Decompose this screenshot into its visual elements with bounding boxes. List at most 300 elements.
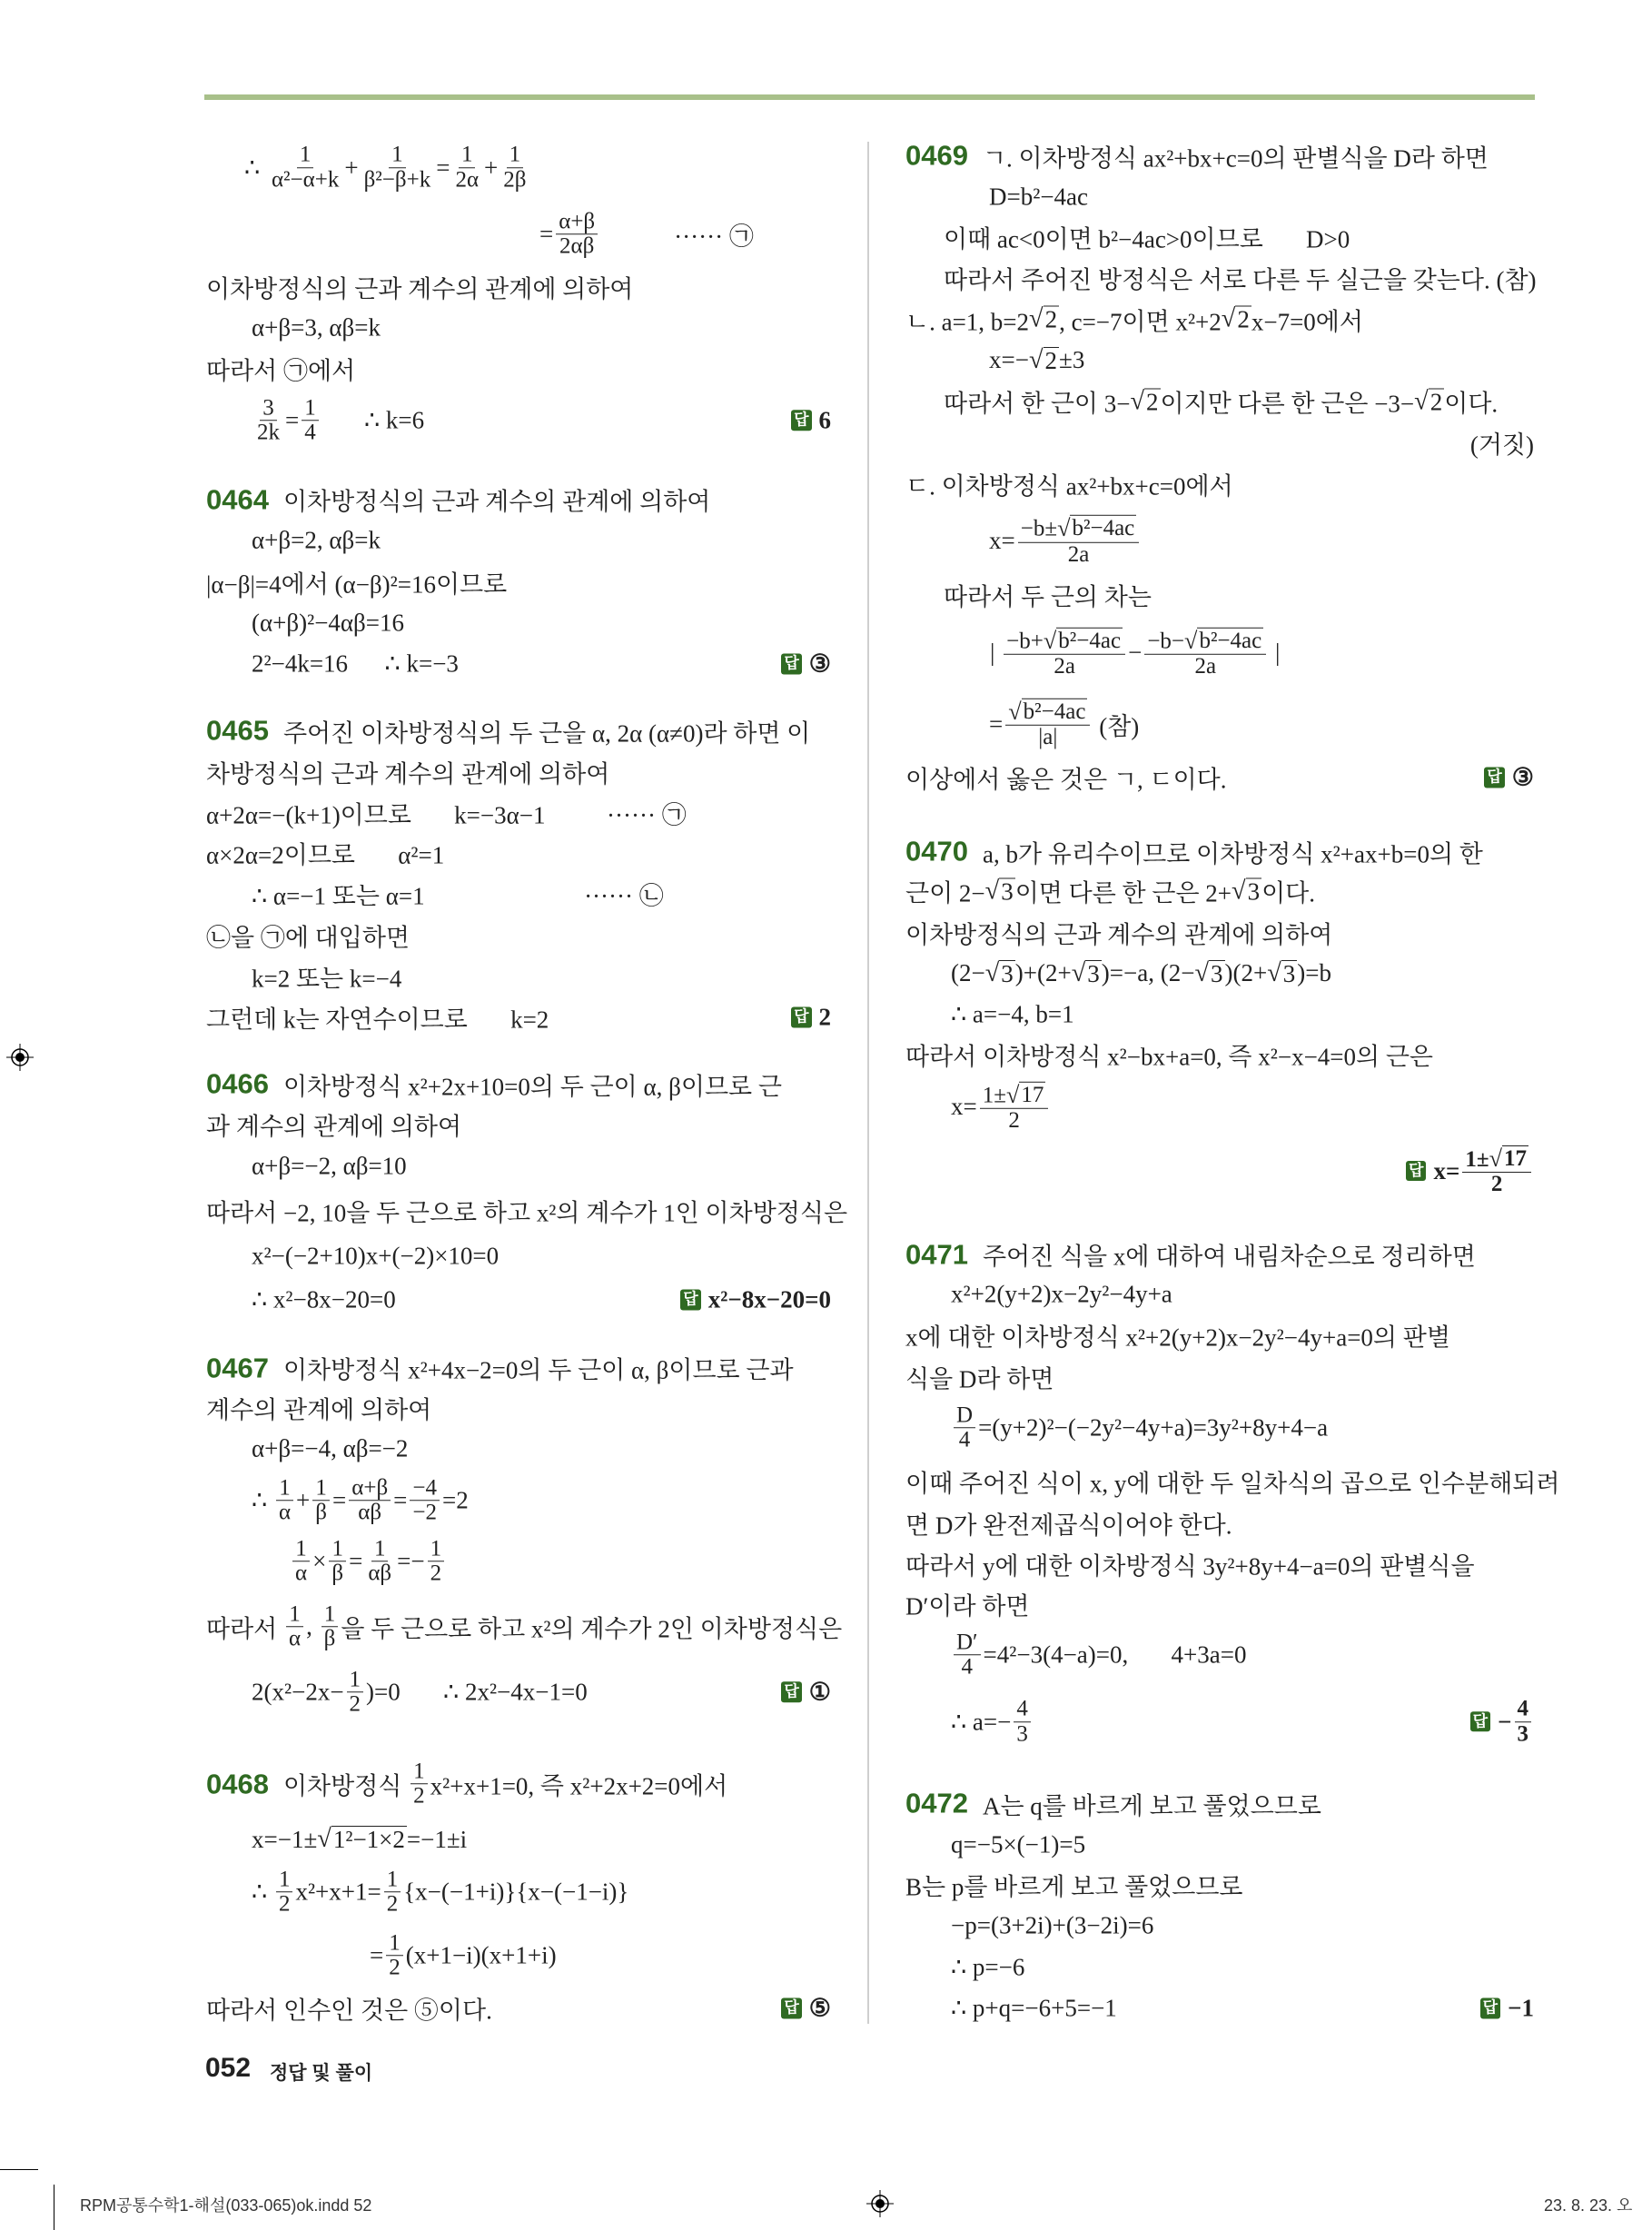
math-text: 식을 D라 하면	[905, 1365, 1054, 1393]
square-root	[1130, 387, 1160, 416]
denominator	[1051, 655, 1078, 679]
numerator	[1014, 1698, 1031, 1722]
solution-line	[206, 1990, 831, 2026]
fraction	[384, 1868, 401, 1917]
math-text: =−	[397, 1547, 425, 1575]
solution-line	[252, 1476, 831, 1525]
math-text: =	[436, 153, 450, 181]
numerator	[1005, 699, 1090, 726]
radicand	[1044, 306, 1060, 334]
solution-line	[206, 1759, 831, 1809]
fraction	[361, 144, 434, 193]
math-text: 이지만 다른 한 근은 −3−	[1160, 390, 1415, 418]
solution-line	[252, 396, 831, 445]
radical-sign: √	[1194, 958, 1209, 987]
math-text: b²−4ac	[1072, 516, 1135, 541]
math-text: 계수의 관계에 의하여	[206, 1396, 432, 1424]
solution-line	[951, 1912, 1534, 1940]
numerator	[954, 1403, 975, 1428]
fraction	[1018, 515, 1140, 566]
math-text: α+β=2, αβ=k	[252, 526, 381, 554]
answer-badge: 답	[791, 1007, 811, 1028]
solution-line	[905, 1359, 1534, 1394]
problem-number: 0469	[905, 139, 968, 172]
answer-badge: 답	[781, 1681, 801, 1702]
math-text: 2	[389, 1955, 401, 1980]
square-root	[1232, 877, 1261, 906]
math-text: 2	[1044, 305, 1058, 333]
radical-sign: √	[1232, 877, 1246, 906]
problem-number: 0468	[206, 1768, 269, 1800]
math-text: 1	[289, 1601, 301, 1626]
fraction	[347, 1668, 364, 1717]
denominator	[428, 1561, 445, 1585]
denominator	[365, 1561, 394, 1585]
math-text: 3	[1087, 960, 1100, 988]
numerator	[260, 396, 277, 421]
answer-badge: 답	[1480, 1998, 1500, 2019]
answer-badge: 답	[781, 1998, 801, 2019]
math-text: 17	[1021, 1082, 1044, 1107]
fraction	[276, 1476, 293, 1525]
radicand	[1056, 628, 1123, 654]
denominator	[411, 1785, 428, 1809]
math-text: 3	[1517, 1720, 1528, 1746]
math-text: β	[315, 1500, 328, 1525]
radical-sign: √	[1267, 958, 1281, 987]
math-text: )=−a, (2−	[1101, 959, 1195, 987]
math-text: 따라서 두 근의 차는	[944, 583, 1152, 611]
math-text: α	[289, 1626, 302, 1651]
math-text: ∴ p=−6	[951, 1953, 1025, 1981]
answer-badge: 답	[680, 1290, 700, 1311]
math-text: ㄴ. a=1, b=2	[905, 308, 1030, 336]
answer-badge: 답	[781, 654, 801, 675]
math-text: 1	[278, 1867, 291, 1892]
radical-sign: √	[1489, 1145, 1502, 1172]
math-text: ∴ x²−8x−20=0	[252, 1285, 396, 1313]
solution-line	[252, 1286, 831, 1314]
math-text: α+2α=−(k+1)이므로 k=−3α−1 ······ ㉠	[206, 801, 687, 829]
problem-number: 0471	[905, 1238, 968, 1271]
radical-sign: √	[1184, 627, 1198, 654]
math-text: 4	[961, 1654, 974, 1680]
answer	[1480, 1994, 1534, 2022]
math-text: 2²−4k=16 ∴ k=−3	[252, 649, 459, 678]
math-text: x²+2(y+2)x−2y²−4y+a	[951, 1280, 1172, 1308]
fraction	[312, 1476, 330, 1525]
math-text: −	[1498, 1707, 1512, 1735]
fraction	[428, 1537, 445, 1586]
solution-line	[290, 1537, 831, 1586]
math-text: +	[344, 153, 359, 181]
solution-line	[206, 836, 831, 871]
math-text: 주어진 식을 x에 대하여 내림차순으로 정리하면	[982, 1243, 1476, 1271]
math-text: , c=−7이면 x²+2	[1059, 308, 1222, 336]
math-text: 2	[430, 1561, 442, 1586]
radical-sign: √	[1005, 1081, 1020, 1108]
solution-line	[206, 482, 831, 518]
solution-line	[951, 959, 1534, 988]
solution-line	[252, 650, 831, 679]
math-text: αβ	[368, 1561, 392, 1586]
math-text: 따라서 주어진 방정식은 서로 다른 두 실근을 갖는다. (참)	[944, 266, 1537, 294]
file-slug: RPM공통수학1-해설(033-065)ok.indd 52	[80, 2196, 372, 2215]
math-text: 1	[509, 142, 521, 167]
math-text: x−7=0에서	[1251, 308, 1363, 336]
math-text: A는 q를 바르게 보고 풀었으므로	[982, 1792, 1321, 1820]
math-text: α²−α+k	[271, 166, 340, 192]
numerator	[428, 1537, 445, 1561]
math-text: 이차방정식의 근과 계수의 관계에 의하여	[905, 921, 1333, 949]
math-text: 3	[1016, 1720, 1028, 1746]
numerator	[321, 1602, 339, 1627]
solution-line	[252, 959, 831, 995]
numerator	[297, 144, 314, 168]
math-text: ③	[1511, 763, 1534, 791]
math-text: )(2+	[1224, 959, 1268, 987]
math-text: |	[1269, 639, 1281, 667]
solution-line	[944, 577, 1534, 612]
numerator	[347, 1668, 364, 1692]
numerator	[384, 1868, 401, 1892]
solution-line	[951, 1953, 1534, 1981]
math-text: ㄷ. 이차방정식 ax²+bx+c=0에서	[905, 472, 1233, 501]
print-date: 23. 8. 23. 오	[1544, 2196, 1633, 2215]
math-text: −4	[412, 1474, 438, 1500]
math-text: 2a	[1194, 653, 1217, 679]
math-text: α	[278, 1500, 292, 1525]
math-text: α+β=3, αβ=k	[252, 313, 381, 342]
math-text: =	[332, 1486, 347, 1514]
answer-badge: 답	[1406, 1161, 1426, 1182]
math-text: 3	[1001, 877, 1014, 906]
fraction	[1515, 1698, 1532, 1747]
denominator	[292, 1561, 310, 1585]
math-text: 2	[349, 1691, 361, 1716]
registration-mark-icon	[866, 2190, 894, 2217]
radicand	[1235, 306, 1251, 334]
solution-line	[252, 1825, 831, 1854]
denominator	[286, 1627, 303, 1650]
math-text: 1	[304, 394, 316, 420]
numerator	[389, 144, 406, 168]
math-text: 이차방정식 x²+4x−2=0의 두 근이 α, β이므로 근과	[282, 1356, 794, 1384]
math-text: 1	[279, 1474, 291, 1500]
fraction	[1005, 699, 1090, 749]
math-text: +	[484, 153, 499, 181]
solution-line	[252, 1153, 831, 1181]
math-text: 3	[1211, 960, 1223, 988]
problem-number: 0466	[206, 1067, 269, 1100]
square-root	[1029, 305, 1059, 334]
math-text: 2	[386, 1891, 399, 1917]
solution-line	[252, 609, 831, 637]
solution-line	[206, 1351, 831, 1386]
square-root	[1008, 699, 1087, 725]
radical-sign: √	[1008, 698, 1022, 725]
solution-line	[905, 915, 1534, 950]
math-text: 2	[1146, 388, 1159, 416]
radicand	[1019, 1082, 1045, 1108]
square-root	[1194, 959, 1224, 988]
math-text: 2α	[455, 166, 480, 192]
math-text: 근이 2−	[905, 879, 985, 907]
solution-line	[206, 1000, 831, 1036]
math-text: (참)	[1093, 712, 1140, 740]
math-text: ∴ α=−1 또는 α=1 ······ ㉡	[252, 882, 664, 910]
denominator	[1005, 1109, 1023, 1133]
math-text: =2	[442, 1486, 469, 1514]
math-text: =−1±i	[406, 1825, 468, 1853]
math-text: 1	[373, 1536, 386, 1561]
fraction	[452, 144, 481, 193]
solution-line	[951, 1630, 1534, 1680]
fraction	[980, 1082, 1049, 1133]
math-text: β	[331, 1561, 344, 1586]
math-text: 4	[1016, 1696, 1028, 1721]
math-text: 따라서 ㉠에서	[206, 357, 356, 385]
math-text: |	[990, 639, 1002, 667]
math-text: 이면 다른 한 근은 2+	[1014, 879, 1232, 907]
math-text: 그런데 k는 자연수이므로 k=2	[206, 1006, 549, 1034]
square-root	[1029, 346, 1059, 375]
math-text: α+β=−4, αβ=−2	[252, 1434, 409, 1462]
solution-line	[252, 1668, 831, 1717]
math-text: ,	[306, 1612, 319, 1640]
math-text: −	[1128, 639, 1143, 667]
verdict-text: (거짓)	[1469, 431, 1534, 459]
fraction	[292, 1537, 310, 1586]
solution-line	[206, 1601, 843, 1651]
math-text: 2	[1008, 1107, 1020, 1133]
solution-line	[905, 138, 1534, 173]
math-text: 1	[430, 1536, 442, 1561]
math-text: 17	[1504, 1145, 1527, 1171]
solution-line	[951, 1698, 1534, 1747]
fraction	[500, 144, 529, 193]
math-text: α+β	[559, 209, 596, 234]
answer	[781, 1678, 831, 1706]
solution-line	[944, 384, 1534, 420]
math-text: 2(x²−2x−	[252, 1678, 344, 1705]
answer	[791, 1004, 831, 1032]
radicand	[1209, 960, 1225, 988]
denominator	[386, 1957, 403, 1980]
fraction	[269, 144, 341, 193]
fraction	[1462, 1145, 1531, 1196]
fraction	[276, 1868, 293, 1917]
square-root	[1057, 515, 1136, 541]
math-text: (2−	[951, 959, 985, 987]
crop-mark	[0, 2169, 38, 2170]
solution-line	[951, 1994, 1534, 2022]
numerator	[1004, 628, 1125, 655]
answer	[791, 406, 831, 434]
math-text: )=0 ∴ 2x²−4x−1=0	[366, 1678, 588, 1705]
math-text: 2	[818, 1003, 831, 1031]
problem-number: 0472	[905, 1787, 968, 1819]
math-text: α	[295, 1561, 308, 1586]
square-root	[1044, 628, 1123, 654]
denominator	[276, 1501, 293, 1524]
answer	[781, 650, 831, 679]
math-text: ×	[312, 1547, 327, 1575]
numerator	[292, 1537, 310, 1561]
solution-line	[905, 1786, 1534, 1821]
solution-line	[252, 527, 831, 555]
fraction	[1144, 628, 1266, 679]
numerator	[312, 1476, 330, 1501]
math-text: x²+x+1=	[295, 1878, 381, 1906]
math-text: 3	[262, 394, 274, 420]
math-text: 따라서 y에 대한 이차방정식 3y²+8y+4−a=0의 판별식을	[905, 1552, 1475, 1581]
square-root	[985, 877, 1015, 906]
math-text: 과 계수의 관계에 의하여	[206, 1113, 462, 1140]
denominator	[329, 1561, 346, 1585]
math-text: =	[989, 709, 1004, 738]
solution-line	[905, 466, 1534, 501]
numerator	[386, 1931, 403, 1956]
numerator	[286, 1602, 303, 1627]
denominator	[1515, 1722, 1532, 1746]
math-text: 2	[1429, 388, 1443, 416]
fraction	[954, 1403, 975, 1452]
math-text: −2	[412, 1500, 438, 1525]
math-text: =4²−3(4−a)=0, 4+3a=0	[983, 1640, 1247, 1669]
fraction	[411, 1759, 428, 1809]
math-text: B는 p를 바르게 보고 풀었으므로	[905, 1873, 1243, 1901]
denominator	[384, 1892, 401, 1916]
solution-line	[905, 1586, 1534, 1621]
fraction	[302, 396, 319, 445]
numerator	[556, 210, 598, 234]
solution-line	[944, 261, 1537, 296]
solution-line	[989, 699, 1534, 749]
numerator	[954, 1630, 981, 1655]
math-text: +	[296, 1486, 311, 1514]
numerator	[459, 144, 476, 168]
math-text: 4	[1517, 1696, 1528, 1721]
denominator	[361, 168, 434, 192]
fraction	[286, 1602, 303, 1651]
solution-line	[951, 1403, 1534, 1452]
radical-sign: √	[1221, 304, 1236, 333]
solution-line	[905, 1318, 1534, 1353]
solution-line	[539, 210, 831, 259]
column-divider	[867, 142, 869, 2024]
math-text: 따라서	[206, 1615, 283, 1643]
math-text: 1	[323, 1601, 336, 1626]
math-text: =(y+2)²−(−2y²−4y+a)=3y²+8y+4−a	[978, 1413, 1329, 1442]
numerator	[329, 1537, 346, 1561]
math-text: q=−5×(−1)=5	[951, 1830, 1086, 1858]
fraction	[954, 1630, 981, 1680]
math-text: ㄱ. 이차방정식 ax²+bx+c=0의 판별식을 D라 하면	[982, 144, 1489, 173]
math-text: ㉡을 ㉠에 대입하면	[206, 924, 410, 952]
math-text: )+(2+	[1014, 959, 1072, 987]
denominator	[956, 1428, 974, 1452]
solution-line	[252, 1868, 831, 1917]
fraction	[386, 1931, 403, 1980]
radicand	[1085, 960, 1102, 988]
solution-line	[252, 1435, 831, 1463]
math-text: 이다.	[1444, 390, 1499, 418]
math-text: 2	[278, 1891, 291, 1917]
math-text: 2αβ	[559, 233, 595, 259]
math-text: (α+β)²−4αβ=16	[252, 609, 405, 637]
radicand	[1502, 1145, 1528, 1172]
math-text: 따라서 인수인 것은 ⑤이다.	[206, 1997, 492, 2025]
numerator	[980, 1082, 1049, 1109]
denominator	[254, 421, 282, 444]
numerator	[1462, 1145, 1531, 1173]
denominator	[1065, 542, 1093, 566]
fraction	[349, 1476, 391, 1525]
solution-line	[206, 269, 831, 304]
solution-line	[370, 1931, 831, 1980]
math-text: |α−β|=4에서 (α−β)²=16이므로	[206, 570, 508, 599]
math-text: 면 D가 완전제곱식이어야 한다.	[905, 1511, 1232, 1540]
solution-line	[989, 183, 1534, 212]
math-text: β	[323, 1626, 336, 1651]
math-text: −b±	[1020, 517, 1058, 542]
math-text: 3	[1247, 877, 1261, 906]
math-text: 1	[315, 1474, 327, 1500]
math-text: β²−β+k	[363, 166, 431, 192]
solution-line	[951, 1001, 1534, 1029]
solution-line	[206, 1391, 831, 1426]
radicand	[1197, 628, 1263, 654]
math-text: 1±	[1465, 1146, 1489, 1172]
answer	[1484, 764, 1534, 792]
math-text: b²−4ac	[1199, 628, 1262, 653]
math-text: k=2 또는 k=−4	[252, 965, 402, 993]
math-text: 1	[413, 1759, 425, 1784]
denominator	[302, 421, 319, 444]
math-text: 1	[295, 1536, 307, 1561]
math-text: x=	[951, 1093, 977, 1121]
fraction	[410, 1476, 440, 1525]
math-text: x²−8x−20=0	[707, 1285, 831, 1313]
math-text: 을 두 근으로 하고 x²의 계수가 2인 이차방정식은	[341, 1615, 843, 1643]
solution-line	[206, 713, 831, 748]
radical-sign: √	[984, 877, 1000, 906]
numerator	[276, 1476, 293, 1501]
registration-mark-icon	[6, 1044, 34, 1071]
math-text: 따라서 −2, 10을 두 근으로 하고 x²의 계수가 1인 이차방정식은	[206, 1199, 848, 1227]
math-text: 2β	[503, 166, 527, 192]
math-text: 1	[386, 1867, 399, 1892]
math-text: x=−1±	[252, 1825, 318, 1853]
problem-number: 0467	[206, 1352, 269, 1384]
solution-line	[252, 313, 831, 342]
math-text: D=b²−4ac	[989, 183, 1089, 211]
math-text: b²−4ac	[1023, 699, 1086, 724]
square-root	[317, 1825, 407, 1854]
math-text: 이때 주어진 식이 x, y에 대한 두 일차식의 곱으로 인수분해되려	[905, 1470, 1560, 1498]
math-text: ①	[808, 1678, 831, 1705]
answer	[1406, 1145, 1534, 1196]
answer	[680, 1286, 831, 1314]
math-text: x=	[989, 526, 1015, 554]
math-text: 1	[299, 142, 312, 167]
radicand	[1044, 347, 1060, 375]
math-text: ±3	[1059, 346, 1085, 374]
solution-line	[951, 1281, 1534, 1309]
math-text: x²−(−2+10)x+(−2)×10=0	[252, 1242, 500, 1270]
math-text: α+β=−2, αβ=10	[252, 1152, 407, 1180]
